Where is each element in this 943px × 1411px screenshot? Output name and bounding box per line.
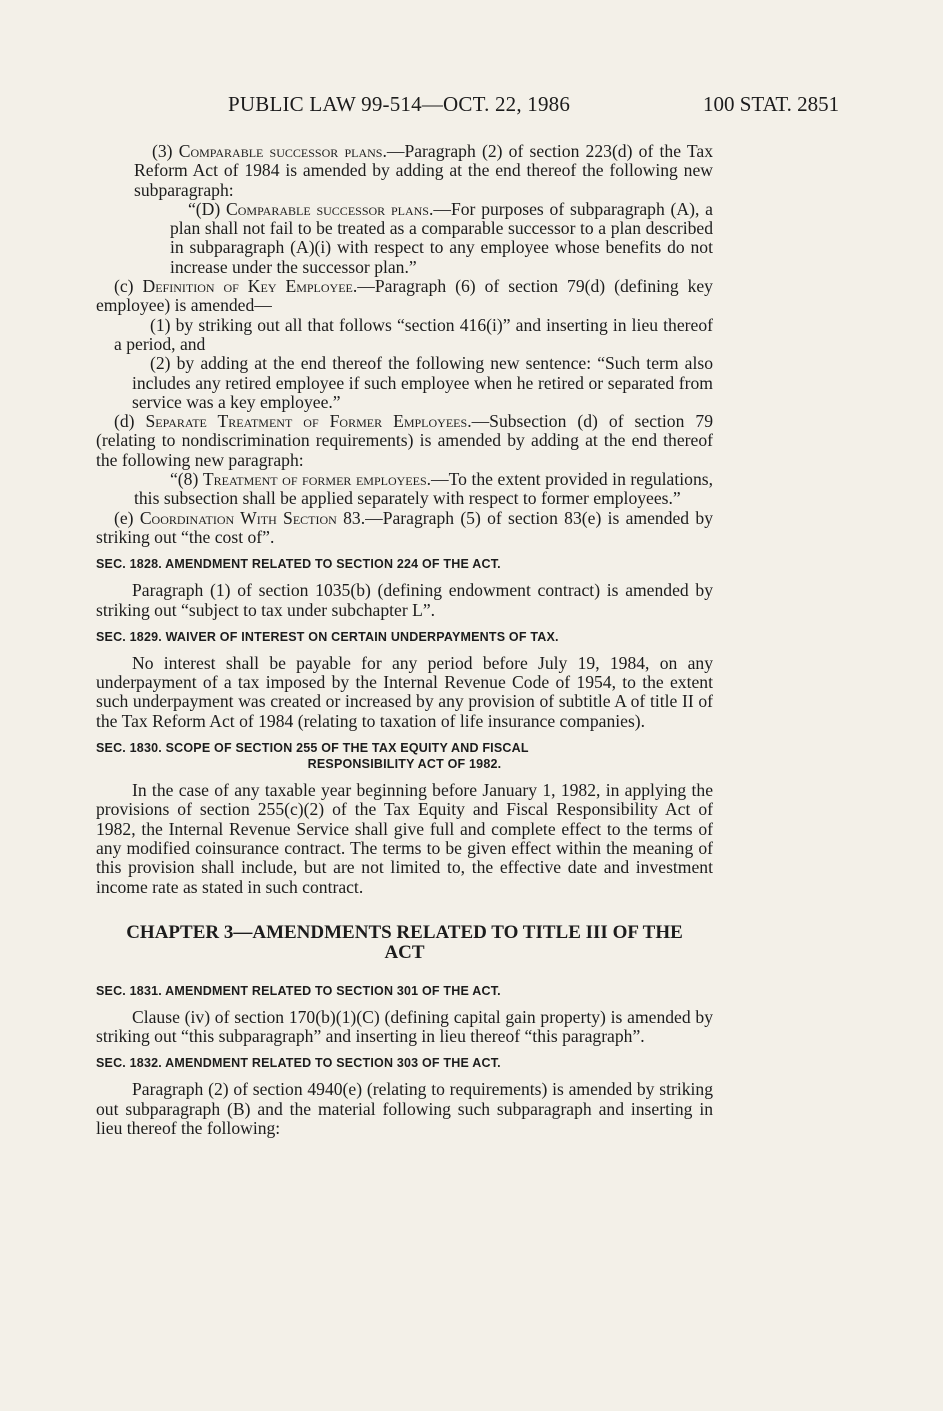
section-1830-text: In the case of any taxable year beginning before January 1, 1982, in applying the provisions of section 255(c)(2) of the Tax Equity and Fiscal Responsibility Act of 1982, the Internal Revenue Service shall give full and complete effect to the terms of any modified coinsurance contract. The terms to be given effect within the meaning of this provision shall include, but are not limited to, the effective date and investment income rate as stated in such contract.: [96, 780, 713, 897]
section-1830-heading-line1: SEC. 1830. SCOPE OF SECTION 255 OF THE TAX EQUITY AND FISCAL: [96, 741, 529, 756]
paragraph-definition-key-employee: [96, 277, 713, 316]
page-header: [0, 92, 943, 122]
stat-page-number: 100 STAT. 2851: [703, 92, 840, 116]
clause-number: “(D): [188, 198, 227, 219]
clause-text: .—To the extent provided in regulations, this subsection shall be applied separately with respect to former employees.”: [134, 469, 713, 509]
clause-number: (e): [114, 507, 140, 528]
paragraph-coordination-section-83: [96, 509, 713, 548]
clause-heading: Comparable successor plans: [226, 198, 429, 219]
section-1831-text: Clause (iv) of section 170(b)(1)(C) (defining capital gain property) is amended by striking out “this subparagraph” and inserting in lieu thereof “this paragraph”.: [96, 1006, 713, 1047]
clause-text: .—Subsection (d) of section 79 (relating to nondiscrimination requirements) is amended by adding at the end thereof the following new paragraph:: [96, 411, 713, 470]
clause-heading: Separate Treatment of Former Employees: [145, 411, 468, 432]
section-1829-heading: SEC. 1829. WAIVER OF INTEREST ON CERTAIN UNDERPAYMENTS OF TAX.: [96, 629, 559, 644]
paragraph-separate-treatment: [96, 412, 713, 470]
clause-text: .—Paragraph (2) of section 223(d) of the Tax Reform Act of 1984 is amended by adding at the end thereof the following new subparagraph:: [134, 141, 714, 200]
section-1829-text: No interest shall be payable for any period before July 19, 1984, on any underpayment of a tax imposed by the Internal Revenue Code of 1954, to the extent such underpayment was created or increased by any provision of subtitle A of title II of the Tax Reform Act of 1984 (relating to taxation of life insurance companies).: [96, 652, 713, 731]
clause-number: (c): [114, 276, 143, 297]
paragraph-treatment-former-employees: [96, 470, 713, 509]
clause-heading: Treatment of former employees: [202, 469, 427, 490]
paragraph-comparable-successor-plans: [96, 142, 713, 200]
clause-text: .—For purposes of subparagraph (A), a plan shall not fail to be treated as a comparable successor to a plan described in subparagraph (A)(i) with respect to any employee whose benefits do not increase under the successor plan.”: [170, 198, 713, 277]
clause-heading: Definition of Key Employee: [142, 276, 353, 297]
chapter-heading-line2: ACT: [384, 941, 425, 963]
running-head-title: PUBLIC LAW 99-514—OCT. 22, 1986: [228, 92, 571, 116]
section-1830-heading-line2: RESPONSIBILITY ACT OF 1982.: [307, 757, 502, 772]
section-1830-heading: [96, 740, 713, 772]
section-1832-text: Paragraph (2) of section 4940(e) (relating to requirements) is amended by striking out subparagraph (B) and the material following such subparagraph and inserting in lieu thereof the following:: [96, 1079, 713, 1138]
paragraph-subparagraph-d: [96, 200, 713, 277]
clause-number: (3): [152, 141, 179, 161]
clause-number: “(8): [170, 469, 203, 490]
clause-number: (d): [114, 411, 146, 432]
section-1831-heading: SEC. 1831. AMENDMENT RELATED TO SECTION 301 OF THE ACT.: [96, 983, 501, 998]
clause-heading: Comparable successor plans: [178, 141, 383, 161]
paragraph-item-2: (2) by adding at the end thereof the following new sentence: “Such term also includes any retired employee if such employee when he retired or separated from service was a key employee.”: [132, 353, 713, 412]
chapter-3-heading: [96, 923, 713, 963]
page-body: [96, 142, 713, 1138]
paragraph-item-1: (1) by striking out all that follows “section 416(i)” and inserting in lieu thereof a period, and: [114, 314, 713, 354]
section-1828-heading: SEC. 1828. AMENDMENT RELATED TO SECTION 224 OF THE ACT.: [96, 557, 501, 572]
chapter-heading-line1: CHAPTER 3—AMENDMENTS RELATED TO TITLE III OF THE: [126, 921, 683, 943]
clause-text: .—Paragraph (6) of section 79(d) (defining key employee) is amended—: [96, 276, 713, 316]
clause-heading: Coordination With Section: [139, 507, 337, 528]
section-1832-heading: SEC. 1832. AMENDMENT RELATED TO SECTION 303 OF THE ACT.: [96, 1056, 501, 1071]
clause-text: 83.—Paragraph (5) of section 83(e) is amended by striking out “the cost of”.: [96, 507, 713, 547]
section-1828-text: Paragraph (1) of section 1035(b) (defining endowment contract) is amended by striking out “subject to tax under subchapter L”.: [96, 580, 713, 620]
